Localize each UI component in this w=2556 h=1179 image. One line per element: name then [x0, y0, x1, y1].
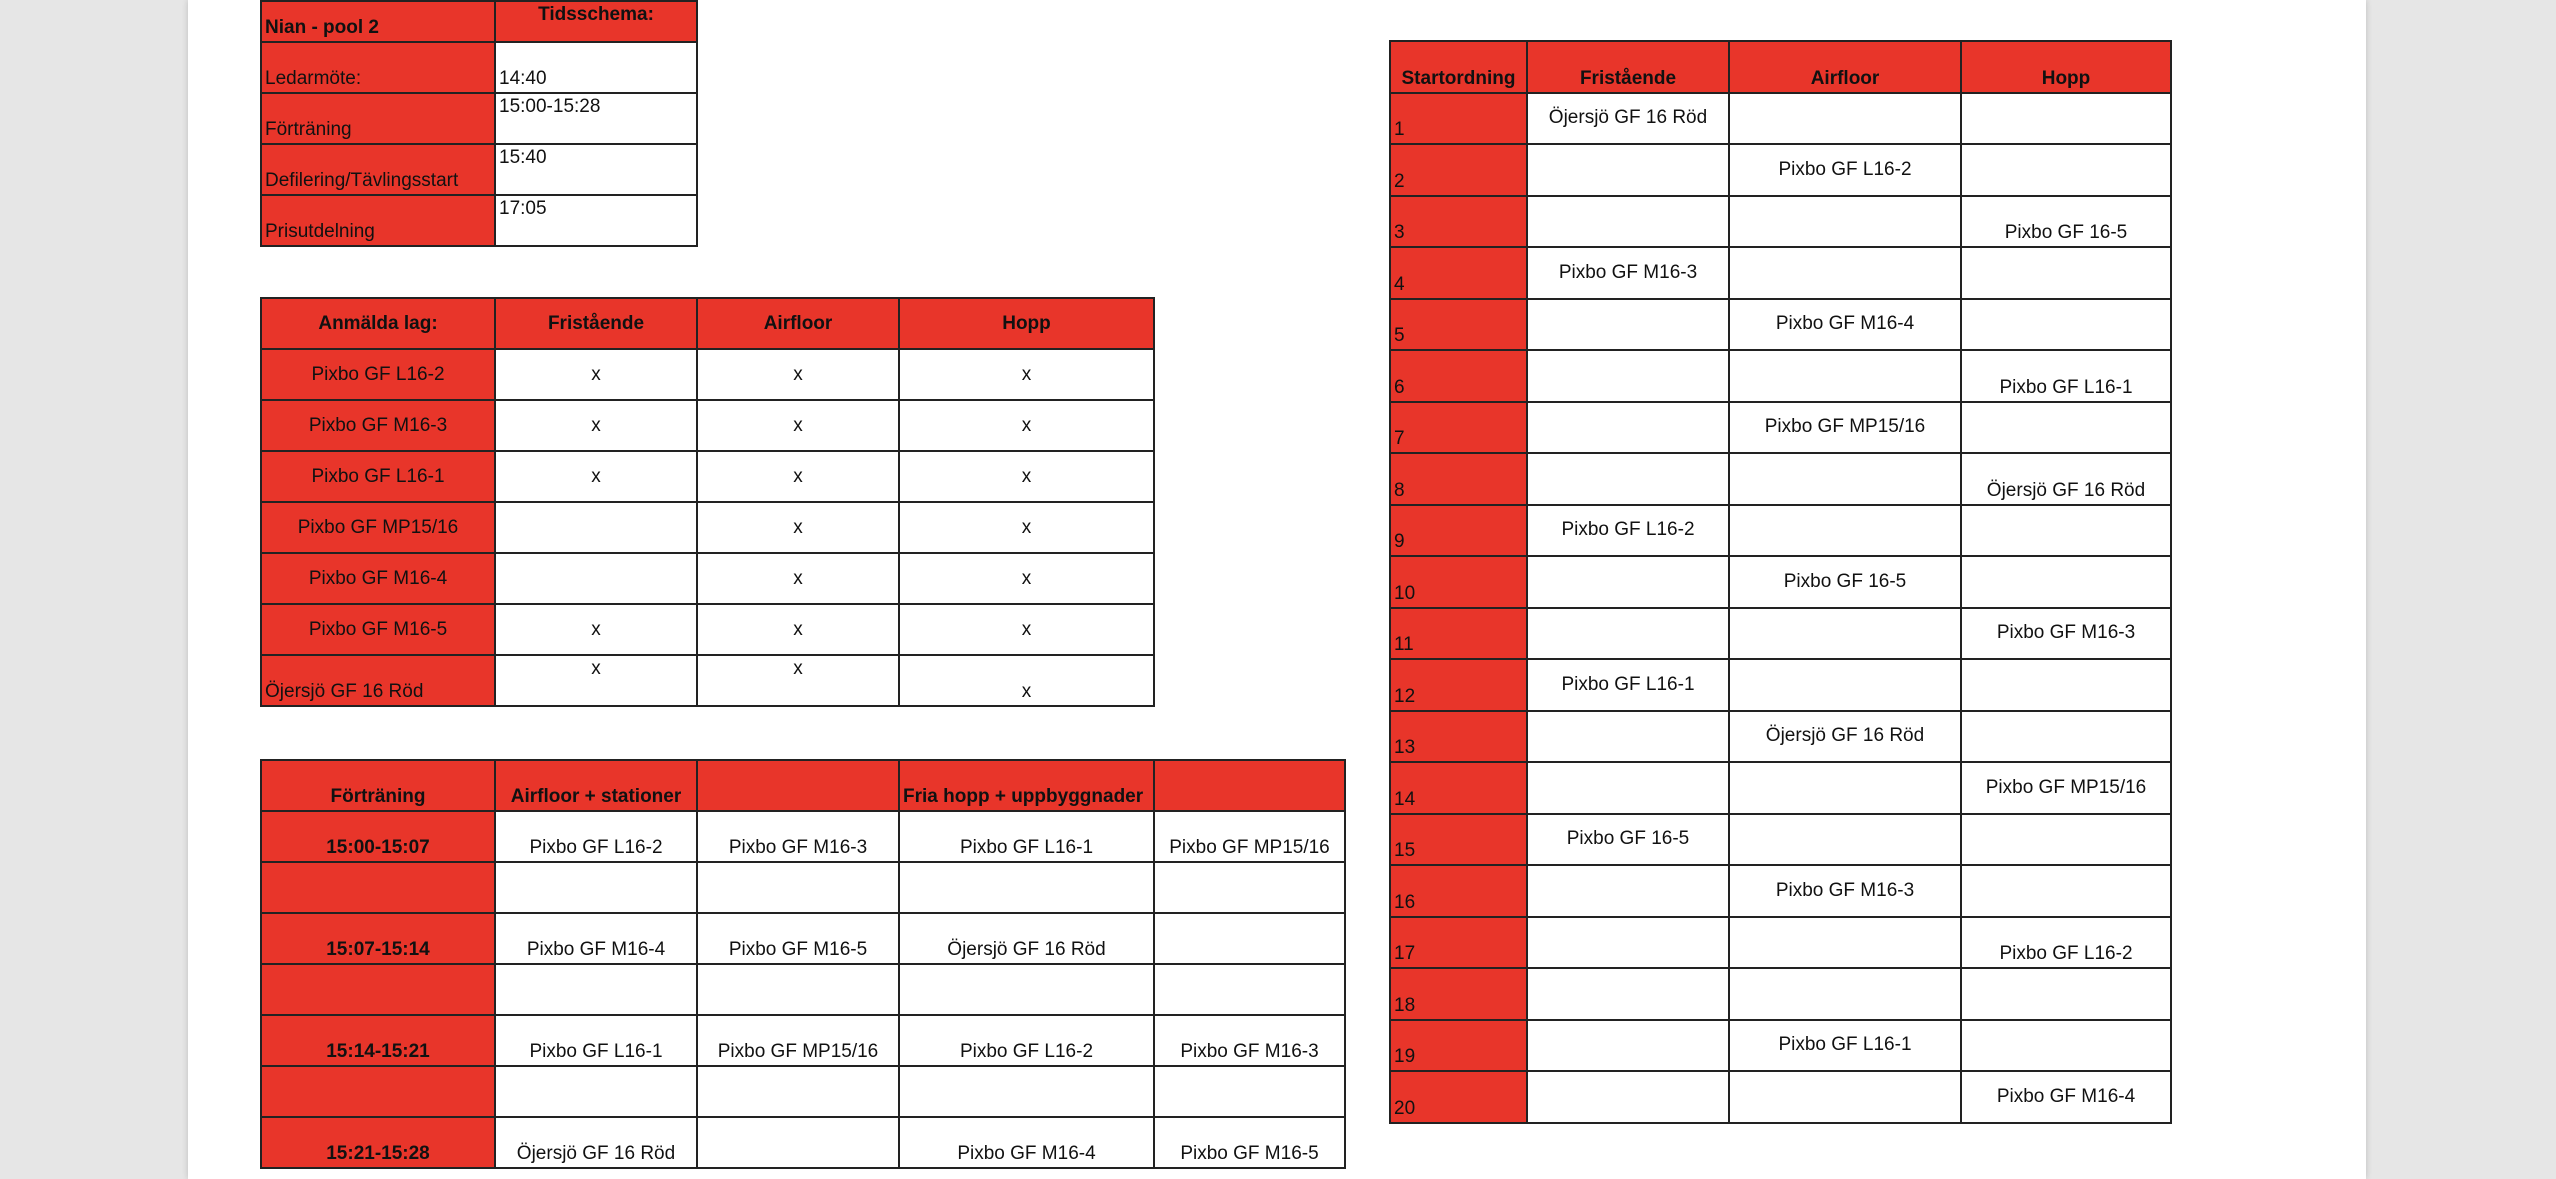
- warmup-team: Pixbo GF M16-4: [899, 1117, 1154, 1168]
- warmup-team: Pixbo GF L16-1: [899, 811, 1154, 862]
- schedule-time: 15:40: [495, 144, 697, 195]
- start-team: Öjersjö GF 16 Röd: [1729, 711, 1961, 763]
- pool-title: Nian - pool 2: [261, 1, 495, 42]
- warmup-team: [899, 964, 1154, 1015]
- table-row: [1390, 917, 2171, 969]
- column-header: Anmälda lag:: [261, 298, 495, 349]
- start-team: Pixbo GF M16-3: [1729, 865, 1961, 917]
- warmup-table: [260, 759, 1346, 1169]
- start-team: Pixbo GF MP15/16: [1961, 762, 2171, 814]
- start-number: 7: [1390, 402, 1527, 454]
- column-header: Förträning: [261, 760, 495, 811]
- table-row: [1390, 556, 2171, 608]
- schedule-time: 14:40: [495, 42, 697, 93]
- warmup-team: Pixbo GF M16-4: [495, 913, 697, 964]
- participation-mark: x: [697, 604, 899, 655]
- warmup-team: [1154, 913, 1345, 964]
- spreadsheet-page: [188, 0, 2366, 1179]
- header-row: [1390, 41, 2171, 93]
- warmup-team: [1154, 964, 1345, 1015]
- participation-mark: x: [697, 502, 899, 553]
- schedule-time: 15:00-15:28: [495, 93, 697, 144]
- warmup-team: [697, 1066, 899, 1117]
- start-number: 18: [1390, 968, 1527, 1020]
- participation-mark: [495, 553, 697, 604]
- start-team: Pixbo GF MP15/16: [1729, 402, 1961, 454]
- start-team: [1961, 144, 2171, 196]
- start-team: [1527, 299, 1729, 351]
- start-team: [1961, 299, 2171, 351]
- start-team: [1527, 144, 1729, 196]
- table-row: [261, 1066, 1345, 1117]
- participation-mark: x: [697, 400, 899, 451]
- start-team: Pixbo GF 16-5: [1961, 196, 2171, 248]
- table-row: [261, 451, 1154, 502]
- column-header: Airfloor: [1729, 41, 1961, 93]
- warmup-team: [697, 862, 899, 913]
- start-team: [1961, 402, 2171, 454]
- warmup-time-slot: 15:00-15:07: [261, 811, 495, 862]
- start-team: [1961, 505, 2171, 557]
- start-team: Pixbo GF L16-2: [1961, 917, 2171, 969]
- start-team: [1527, 968, 1729, 1020]
- participation-mark: x: [899, 502, 1154, 553]
- start-number: 4: [1390, 247, 1527, 299]
- team-name: Pixbo GF L16-1: [261, 451, 495, 502]
- start-team: [1729, 453, 1961, 505]
- table-row: [261, 862, 1345, 913]
- column-header: [1154, 760, 1345, 811]
- schedule-time: 17:05: [495, 195, 697, 246]
- start-team: [1527, 1071, 1729, 1123]
- participation-mark: x: [697, 451, 899, 502]
- start-team: [1527, 608, 1729, 660]
- start-team: Pixbo GF M16-4: [1729, 299, 1961, 351]
- participation-mark: x: [697, 655, 899, 706]
- participation-mark: x: [495, 400, 697, 451]
- schedule-label: Ledarmöte:: [261, 42, 495, 93]
- registered-teams-table: [260, 297, 1155, 707]
- table-row: [261, 913, 1345, 964]
- start-team: Pixbo GF L16-2: [1527, 505, 1729, 557]
- table-row: [1390, 865, 2171, 917]
- start-team: Pixbo GF L16-1: [1961, 350, 2171, 402]
- table-row: [1390, 350, 2171, 402]
- warmup-team: Pixbo GF M16-5: [1154, 1117, 1345, 1168]
- team-name: Pixbo GF M16-5: [261, 604, 495, 655]
- participation-mark: [495, 502, 697, 553]
- start-team: Pixbo GF M16-4: [1961, 1071, 2171, 1123]
- participation-mark: x: [495, 451, 697, 502]
- warmup-time-slot: 15:14-15:21: [261, 1015, 495, 1066]
- start-team: [1729, 1071, 1961, 1123]
- participation-mark: x: [899, 655, 1154, 706]
- table-row: [1390, 505, 2171, 557]
- warmup-team: [1154, 1066, 1345, 1117]
- start-team: Pixbo GF 16-5: [1729, 556, 1961, 608]
- start-number: 10: [1390, 556, 1527, 608]
- start-team: [1961, 711, 2171, 763]
- start-team: [1527, 865, 1729, 917]
- table-row: [1390, 144, 2171, 196]
- start-number: 11: [1390, 608, 1527, 660]
- warmup-time-slot: [261, 1066, 495, 1117]
- start-team: [1961, 247, 2171, 299]
- start-team: [1527, 556, 1729, 608]
- participation-mark: x: [899, 400, 1154, 451]
- warmup-team: [1154, 862, 1345, 913]
- warmup-team: [899, 1066, 1154, 1117]
- schedule-label: Förträning: [261, 93, 495, 144]
- start-team: Pixbo GF L16-2: [1729, 144, 1961, 196]
- start-team: [1961, 1020, 2171, 1072]
- column-header: Fristående: [1527, 41, 1729, 93]
- start-number: 14: [1390, 762, 1527, 814]
- table-row: [1390, 247, 2171, 299]
- team-name: Pixbo GF M16-3: [261, 400, 495, 451]
- table-row: [1390, 659, 2171, 711]
- warmup-team: Pixbo GF MP15/16: [697, 1015, 899, 1066]
- start-team: Pixbo GF L16-1: [1729, 1020, 1961, 1072]
- header-row: [261, 760, 1345, 811]
- table-row: [1390, 93, 2171, 145]
- warmup-time-slot: [261, 964, 495, 1015]
- start-team: [1961, 659, 2171, 711]
- start-team: Öjersjö GF 16 Röd: [1961, 453, 2171, 505]
- start-number: 2: [1390, 144, 1527, 196]
- table-row: [261, 553, 1154, 604]
- warmup-team: [697, 964, 899, 1015]
- table-row: [1390, 814, 2171, 866]
- column-header: Fristående: [495, 298, 697, 349]
- team-name: Pixbo GF L16-2: [261, 349, 495, 400]
- warmup-team: Pixbo GF L16-1: [495, 1015, 697, 1066]
- start-team: [1729, 505, 1961, 557]
- start-number: 3: [1390, 196, 1527, 248]
- start-team: [1729, 917, 1961, 969]
- warmup-team: [495, 964, 697, 1015]
- team-name: Öjersjö GF 16 Röd: [261, 655, 495, 706]
- participation-mark: x: [697, 553, 899, 604]
- start-number: 16: [1390, 865, 1527, 917]
- participation-mark: x: [495, 655, 697, 706]
- column-header: Fria hopp + uppbyggnader: [899, 760, 1154, 811]
- table-row: [261, 1117, 1345, 1168]
- start-number: 20: [1390, 1071, 1527, 1123]
- start-team: Pixbo GF M16-3: [1527, 247, 1729, 299]
- start-team: [1961, 93, 2171, 145]
- start-team: [1527, 917, 1729, 969]
- participation-mark: x: [899, 349, 1154, 400]
- start-number: 1: [1390, 93, 1527, 145]
- table-row: [261, 604, 1154, 655]
- start-team: [1729, 968, 1961, 1020]
- table-row: [261, 811, 1345, 862]
- table-row: [261, 655, 1154, 706]
- start-number: 8: [1390, 453, 1527, 505]
- warmup-team: Pixbo GF L16-2: [899, 1015, 1154, 1066]
- start-team: [1729, 608, 1961, 660]
- column-header: Hopp: [899, 298, 1154, 349]
- warmup-team: Öjersjö GF 16 Röd: [495, 1117, 697, 1168]
- schedule-label: Prisutdelning: [261, 195, 495, 246]
- header-row: [261, 298, 1154, 349]
- start-team: [1729, 247, 1961, 299]
- table-row: [1390, 711, 2171, 763]
- table-row: [1390, 1071, 2171, 1123]
- warmup-team: Pixbo GF MP15/16: [1154, 811, 1345, 862]
- table-row: [1390, 762, 2171, 814]
- warmup-team: Pixbo GF M16-3: [1154, 1015, 1345, 1066]
- start-team: Öjersjö GF 16 Röd: [1527, 93, 1729, 145]
- start-team: [1961, 556, 2171, 608]
- start-team: Pixbo GF M16-3: [1961, 608, 2171, 660]
- warmup-time-slot: 15:07-15:14: [261, 913, 495, 964]
- participation-mark: x: [899, 604, 1154, 655]
- start-team: [1527, 196, 1729, 248]
- participation-mark: x: [495, 349, 697, 400]
- start-number: 13: [1390, 711, 1527, 763]
- start-number: 15: [1390, 814, 1527, 866]
- team-name: Pixbo GF MP15/16: [261, 502, 495, 553]
- start-number: 19: [1390, 1020, 1527, 1072]
- warmup-team: Öjersjö GF 16 Röd: [899, 913, 1154, 964]
- warmup-team: Pixbo GF L16-2: [495, 811, 697, 862]
- warmup-time-slot: [261, 862, 495, 913]
- start-order-table: [1389, 40, 2172, 1124]
- schedule-header: Tidsschema:: [495, 1, 697, 42]
- warmup-team: Pixbo GF M16-3: [697, 811, 899, 862]
- warmup-time-slot: 15:21-15:28: [261, 1117, 495, 1168]
- warmup-team: [495, 862, 697, 913]
- participation-mark: x: [697, 349, 899, 400]
- start-number: 17: [1390, 917, 1527, 969]
- start-number: 12: [1390, 659, 1527, 711]
- start-team: [1729, 93, 1961, 145]
- warmup-team: [495, 1066, 697, 1117]
- start-team: [1527, 350, 1729, 402]
- start-team: [1729, 762, 1961, 814]
- start-number: 5: [1390, 299, 1527, 351]
- table-row: [1390, 299, 2171, 351]
- column-header: Airfloor + stationer: [495, 760, 697, 811]
- table-row: [261, 349, 1154, 400]
- column-header: Startordning: [1390, 41, 1527, 93]
- start-team: [1527, 402, 1729, 454]
- start-team: [1729, 350, 1961, 402]
- start-team: [1527, 453, 1729, 505]
- column-header: Airfloor: [697, 298, 899, 349]
- warmup-team: Pixbo GF M16-5: [697, 913, 899, 964]
- start-team: [1527, 1020, 1729, 1072]
- table-row: [1390, 453, 2171, 505]
- schedule-label: Defilering/Tävlingsstart: [261, 144, 495, 195]
- warmup-team: [899, 862, 1154, 913]
- column-header: Hopp: [1961, 41, 2171, 93]
- participation-mark: x: [495, 604, 697, 655]
- start-team: Pixbo GF L16-1: [1527, 659, 1729, 711]
- team-name: Pixbo GF M16-4: [261, 553, 495, 604]
- table-row: [1390, 196, 2171, 248]
- start-number: 6: [1390, 350, 1527, 402]
- table-row: [261, 1015, 1345, 1066]
- table-row: [1390, 608, 2171, 660]
- start-team: [1961, 968, 2171, 1020]
- table-row: [261, 964, 1345, 1015]
- start-team: [1961, 814, 2171, 866]
- start-team: Pixbo GF 16-5: [1527, 814, 1729, 866]
- column-header: [697, 760, 899, 811]
- start-team: [1527, 762, 1729, 814]
- start-team: [1961, 865, 2171, 917]
- start-number: 9: [1390, 505, 1527, 557]
- table-row: [261, 502, 1154, 553]
- participation-mark: x: [899, 451, 1154, 502]
- start-team: [1729, 196, 1961, 248]
- start-team: [1729, 659, 1961, 711]
- participation-mark: x: [899, 553, 1154, 604]
- table-row: [1390, 968, 2171, 1020]
- start-team: [1527, 711, 1729, 763]
- table-row: [1390, 402, 2171, 454]
- start-team: [1729, 814, 1961, 866]
- schedule-table: [260, 0, 698, 247]
- table-row: [261, 400, 1154, 451]
- warmup-team: [697, 1117, 899, 1168]
- table-row: [1390, 1020, 2171, 1072]
